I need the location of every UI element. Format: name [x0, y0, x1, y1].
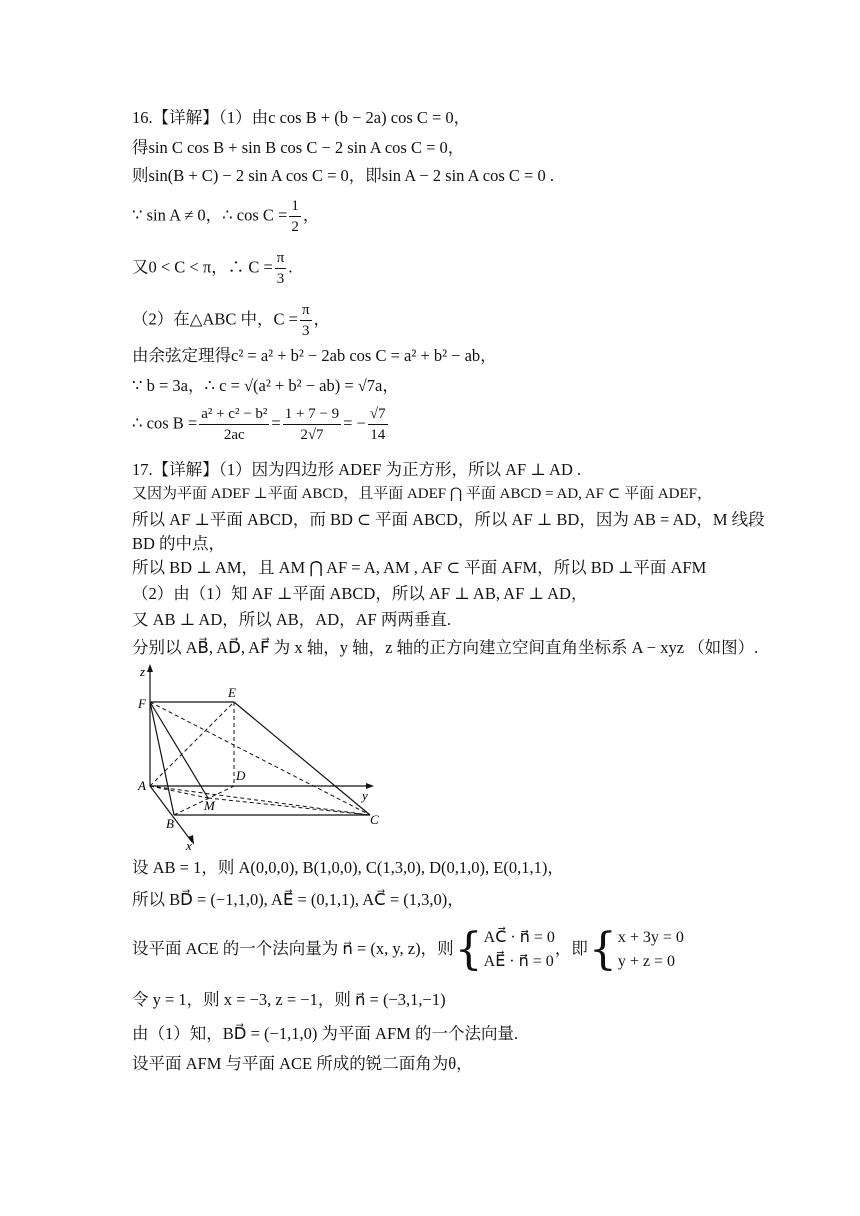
q16-line-1: 16.【详解】（1）由c cos B + (b − 2a) cos C = 0，: [132, 108, 471, 127]
label-E: E: [228, 685, 236, 700]
fraction-numerator: π: [300, 300, 312, 321]
equation-system: [484, 926, 555, 974]
q17-line-9: 设 AB = 1，则 A(0,0,0), B(1,0,0), C(1,3,0), D(0,1,0), E(0,1,1)，: [132, 858, 564, 877]
fraction-numerator: a² + c² − b²: [199, 404, 269, 425]
z-arrowhead: [147, 664, 153, 672]
fraction: [368, 404, 388, 445]
q17-l11-mid: ，即: [554, 938, 588, 958]
q17-line-7: 又 AB ⊥ AD，所以 AB，AD，AF 两两垂直.: [132, 610, 451, 629]
fraction: [199, 404, 269, 445]
label-B: B: [166, 816, 174, 831]
q17-line-10: 所以 BD⃗ = (−1,1,0), AE⃗ = (0,1,1), AC⃗ = (1,3,0)，: [132, 890, 464, 909]
fraction: [289, 196, 301, 237]
q16-line-9: [132, 404, 390, 445]
fraction-denominator: 14: [370, 427, 386, 443]
q16-line-8: ∵ b = 3a，∴ c = √(a² + b² − ab) = √7a，: [132, 376, 399, 395]
q16-l9-pre: ∴ cos B =: [132, 413, 198, 433]
equals-sign: =: [271, 413, 281, 433]
q17-line-4: BD 的中点，: [132, 534, 226, 553]
q17-line-8: 分别以 AB⃗, AD⃗, AF⃗ 为 x 轴，y 轴，z 轴的正方向建立空间直角坐标系 A − xyz （如图）.: [132, 638, 759, 657]
x-axis: [150, 786, 192, 842]
q16-l6-pre: （2）在△ABC 中，C =: [132, 309, 298, 329]
q17-line-2: 又因为平面 ADEF ⊥平面 ABCD，且平面 ADEF ⋂ 平面 ABCD = AD, AF ⊂ 平面 ADEF，: [132, 486, 712, 502]
q16-l5-post: .: [288, 257, 293, 277]
edge-AE: [150, 702, 234, 786]
fraction-denominator: 3: [301, 323, 310, 339]
fraction-denominator: 2√7: [300, 427, 324, 443]
q17-line-11: [132, 926, 684, 974]
left-brace: {: [454, 924, 483, 975]
q17-line-5: 所以 BD ⊥ AM，且 AM ⋂ AF = A, AM , AF ⊂ 平面 AFM，所以 BD ⊥平面 AFM: [132, 558, 707, 577]
fraction-denominator: 3: [276, 271, 285, 287]
fraction-numerator: 1 + 7 − 9: [283, 404, 341, 425]
q16-l4-pre: ∵ sin A ≠ 0，∴ cos C =: [132, 205, 288, 225]
equation-system: [618, 926, 684, 974]
fraction-numerator: √7: [368, 404, 388, 425]
fraction-denominator: 2ac: [223, 427, 245, 443]
fraction: [300, 300, 312, 341]
label-F: F: [138, 696, 146, 711]
fraction: [275, 248, 287, 289]
edge-FB: [150, 702, 174, 815]
equation-row: x + 3y = 0: [617, 929, 684, 946]
q17-line-3: 所以 AF ⊥平面 ABCD，而 BD ⊂ 平面 ABCD，所以 AF ⊥ BD，因为 AB = AD，M 线段: [132, 510, 765, 529]
q16-l4-post: ，: [302, 205, 320, 225]
left-brace: {: [588, 924, 617, 975]
label-y: y: [362, 788, 368, 803]
q17-line-13: 由（1）知，BD⃗ = (−1,1,0) 为平面 AFM 的一个法向量.: [132, 1024, 519, 1043]
q17-line-12: 令 y = 1，则 x = −3, z = −1，则 n⃗ = (−3,1,−1): [132, 990, 446, 1009]
label-C: C: [370, 812, 379, 827]
q16-line-2: 得sin C cos B + sin B cos C − 2 sin A cos C = 0，: [132, 138, 465, 157]
label-D: D: [236, 768, 246, 783]
equation-row: y + z = 0: [617, 953, 676, 970]
label-z: z: [140, 664, 146, 679]
q17-line-6: （2）由（1）知 AF ⊥平面 ABCD，所以 AF ⊥ AB, AF ⊥ AD，: [132, 584, 588, 603]
q16-line-6: [132, 300, 330, 341]
label-M: M: [204, 798, 215, 813]
q16-line-3: 则sin(B + C) − 2 sin A cos C = 0，即sin A − 2 sin A cos C = 0 .: [132, 166, 554, 185]
fraction-numerator: π: [275, 248, 287, 269]
q17-line-1: 17.【详解】（1）因为四边形 ADEF 为正方形，所以 AF ⊥ AD .: [132, 460, 582, 479]
q17-l11-pre: 设平面 ACE 的一个法向量为 n⃗ = (x, y, z)，则: [132, 938, 454, 958]
q16-l5-pre: 又0 < C < π，∴ C =: [132, 257, 273, 277]
q16-line-5: [132, 248, 292, 289]
edge-MC: [208, 798, 370, 815]
q16-l6-post: ，: [313, 309, 331, 329]
edge-EC: [234, 702, 370, 815]
label-A: A: [138, 778, 146, 793]
equals-sign: = −: [343, 413, 366, 433]
edge-FC: [150, 702, 370, 815]
label-x: x: [186, 838, 192, 850]
equation-row: AE⃗ · n⃗ = 0: [483, 953, 554, 970]
fraction-numerator: 1: [289, 196, 301, 217]
edge-FM: [150, 702, 208, 798]
coordinate-figure: [132, 660, 392, 850]
q17-line-14: 设平面 AFM 与平面 ACE 所成的锐二面角为θ，: [132, 1054, 473, 1073]
fraction-denominator: 2: [291, 219, 299, 235]
q16-line-4: [132, 196, 319, 237]
q16-line-7: 由余弦定理得c² = a² + b² − 2ab cos C = a² + b² − ab，: [132, 346, 497, 365]
equation-row: AC⃗ · n⃗ = 0: [483, 929, 555, 946]
fraction: [283, 404, 341, 445]
